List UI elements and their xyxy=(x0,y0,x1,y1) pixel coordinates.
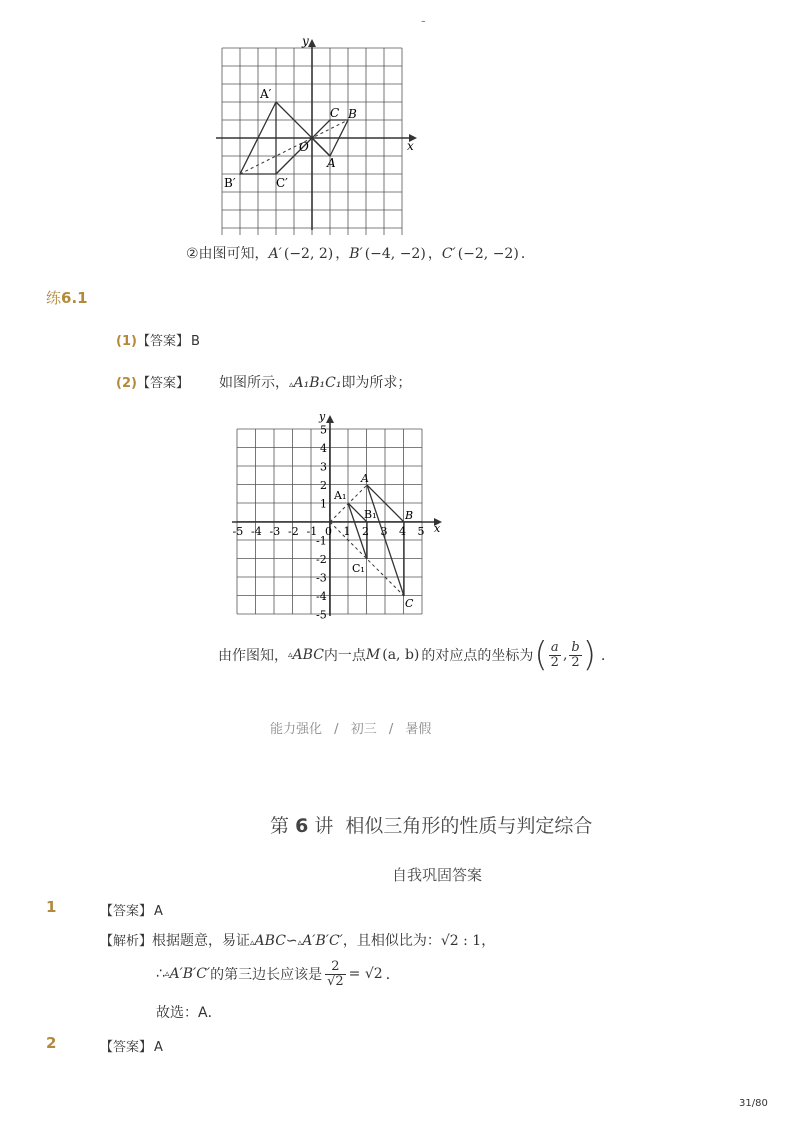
x-tick-label: -2 xyxy=(288,525,299,538)
frac-a-den: 2 xyxy=(550,654,559,670)
breadcrumb-sep-2: / xyxy=(388,722,394,737)
frac-b-num: b xyxy=(571,639,580,655)
therefore-icon: ∴ xyxy=(156,966,165,982)
x-tick-label: 2 xyxy=(362,525,369,538)
x-tick-label: 3 xyxy=(380,525,388,538)
q1-analysis-line2 xyxy=(156,952,400,996)
point-c1-label: C₁ xyxy=(352,562,365,575)
q1-analysis-line1 xyxy=(100,930,495,950)
answer-2-num: (2) xyxy=(116,376,137,391)
q1-b-name: A′B′C′ xyxy=(169,966,211,982)
triangle-icon-4: ▵ xyxy=(297,938,303,948)
y-label-2: y xyxy=(319,410,326,423)
y-tick-label: -4 xyxy=(316,590,327,603)
frac-sqrt2-den: √2 xyxy=(327,973,344,989)
section-prefix: 练 xyxy=(46,289,62,307)
y-label-1: y xyxy=(302,34,309,48)
triangle-icon-2: ▵ xyxy=(288,650,293,660)
sep1: ， xyxy=(335,246,350,262)
frac-b2 xyxy=(569,641,581,669)
triangle-icon-3: ▵ xyxy=(250,938,255,948)
answer-2-text1: 如图所示， xyxy=(218,375,289,391)
frac-comma: , xyxy=(562,647,568,663)
coordinate-figure-1 xyxy=(210,30,425,235)
point-b-label: B xyxy=(348,107,357,121)
x-tick-label: -1 xyxy=(306,525,318,538)
q2-tag: 【答案】 xyxy=(100,1040,153,1055)
frac-a2 xyxy=(549,641,561,669)
breadcrumb-sep-1: / xyxy=(334,722,339,737)
subtitle: 自我巩固答案 xyxy=(392,866,483,884)
x-tick-label: 1 xyxy=(343,525,351,538)
frac-b-den: 2 xyxy=(571,654,580,670)
mapping-m-coord: (a, b) xyxy=(382,647,420,663)
chapter-title xyxy=(270,811,592,838)
y-tick-label: 3 xyxy=(320,460,327,474)
x-tick-label: -3 xyxy=(269,525,281,538)
x-label-2: x xyxy=(434,522,441,535)
answer-1 xyxy=(116,330,200,349)
mapping-text1: 由作图知， xyxy=(218,648,288,664)
point-b-label-2: B xyxy=(405,509,414,522)
breadcrumb-item-3: 暑假 xyxy=(405,722,432,737)
x-tick-label: 4 xyxy=(399,525,406,538)
answer-2-text2: 即为所求； xyxy=(341,375,412,391)
mapping-text3: 的对应点的坐标为 xyxy=(421,648,534,664)
page-number: 31/80 xyxy=(739,1098,768,1109)
coords-prefix: ②由图可知， xyxy=(186,246,269,262)
point-b1-label: B₁ xyxy=(364,508,377,521)
a-prime-name: A′ xyxy=(268,246,282,262)
q1-abc-prime: A′B′C′ xyxy=(302,933,343,949)
answer-2-tri-name: A₁B₁C₁ xyxy=(293,375,342,391)
a-prime-coord: (−2, 2) xyxy=(283,246,334,262)
right-paren: ) xyxy=(582,635,596,675)
point-c-label: C xyxy=(330,106,340,120)
answer-1-num: (1) xyxy=(116,334,137,349)
q1-a2: ，且相似比为： xyxy=(342,933,441,949)
triangle-abc-2 xyxy=(367,485,404,596)
x-tick-label: 5 xyxy=(417,525,425,538)
q1-b-end: ． xyxy=(385,967,400,983)
b-prime-coord: (−4, −2) xyxy=(364,246,426,262)
section-label xyxy=(46,287,88,308)
q2-answer xyxy=(100,1036,163,1055)
x-label-1: x xyxy=(407,139,414,153)
x-tick-label: -5 xyxy=(232,525,244,538)
x-tick-label: 0 xyxy=(325,525,332,538)
y-tick-label: -3 xyxy=(316,571,327,585)
y-tick-label: 4 xyxy=(320,442,327,455)
frac-a-num: a xyxy=(549,641,561,656)
c-prime-name: C′ xyxy=(441,246,456,262)
q1-b-eq: = √2 xyxy=(348,966,383,982)
section-number: 6.1 xyxy=(61,289,88,307)
triangle-icon: ▵ xyxy=(288,380,294,390)
breadcrumb xyxy=(270,718,431,737)
chapter-num: 6 xyxy=(295,815,309,837)
top-mark: - xyxy=(421,14,426,29)
similar-icon: ∽ xyxy=(285,933,298,949)
point-c-label-2: C xyxy=(405,597,414,610)
y-arrow-icon-2 xyxy=(326,415,334,423)
point-a1-label: A₁ xyxy=(334,489,347,502)
mapping-end: ． xyxy=(600,648,615,664)
answer-1-value: B xyxy=(190,334,200,349)
answer-2-tag: 【答案】 xyxy=(136,376,189,391)
point-a-prime-label: A′ xyxy=(260,87,272,101)
seg-oa xyxy=(312,138,330,156)
q1-a1: 根据题意，易证 xyxy=(152,933,251,949)
q1-answer xyxy=(100,900,163,919)
q2-value: A xyxy=(154,1040,163,1055)
y-tick-label: 2 xyxy=(320,479,327,492)
left-paren: ( xyxy=(534,635,548,675)
b-prime-name: B′ xyxy=(349,246,363,262)
answer-2 xyxy=(116,372,411,392)
mapping-line xyxy=(218,632,615,678)
y-tick-label: -5 xyxy=(316,608,327,620)
frac-2-sqrt2 xyxy=(325,960,346,988)
coordinate-figure-2 xyxy=(228,410,450,620)
y-tick-label: -2 xyxy=(316,553,327,566)
q1-choose: 故选：A． xyxy=(156,1005,222,1021)
chapter-pre: 第 xyxy=(270,815,290,837)
point-b-prime-label: B′ xyxy=(224,176,236,190)
point-c-prime-label: C′ xyxy=(276,176,288,190)
y-tick-label: -1 xyxy=(316,534,327,548)
q1-abc: ABC xyxy=(254,933,286,949)
c-prime-coord: (−2, −2) xyxy=(457,246,519,262)
coords-end: ． xyxy=(520,246,535,262)
q1-a3: ， xyxy=(481,933,496,949)
triangle-icon-5: ▵ xyxy=(164,969,170,979)
q1-value: A xyxy=(154,904,163,919)
q1-analysis-tag: 【解析】 xyxy=(100,934,153,949)
chapter-post: 讲 相似三角形的性质与判定综合 xyxy=(314,815,593,837)
q1-ratio: √2 : 1 xyxy=(440,933,482,949)
frac-2-num: 2 xyxy=(325,960,346,975)
y-tick-label: 1 xyxy=(320,497,327,511)
coords-line xyxy=(186,243,535,263)
q1-tag: 【答案】 xyxy=(100,904,153,919)
q1-b1: 的第三边长应该是 xyxy=(210,967,323,983)
x-tick-label: -4 xyxy=(251,525,262,538)
origin-label-1: O xyxy=(299,140,309,154)
point-a-label-2: A xyxy=(361,472,369,485)
sep2: ， xyxy=(427,246,442,262)
point-a-label: A xyxy=(327,156,336,170)
q2-num: 2 xyxy=(46,1034,57,1052)
q1-num: 1 xyxy=(46,898,57,916)
mapping-m: M xyxy=(365,647,381,663)
breadcrumb-item-2: 初三 xyxy=(350,722,377,737)
mapping-abc: ABC xyxy=(292,647,324,663)
y-tick-label: 5 xyxy=(320,423,327,437)
breadcrumb-item-1: 能力强化 xyxy=(270,722,323,737)
answer-1-tag: 【答案】 xyxy=(136,334,189,349)
mapping-text2: 内一点 xyxy=(323,648,366,664)
y-arrow-icon xyxy=(308,39,316,47)
